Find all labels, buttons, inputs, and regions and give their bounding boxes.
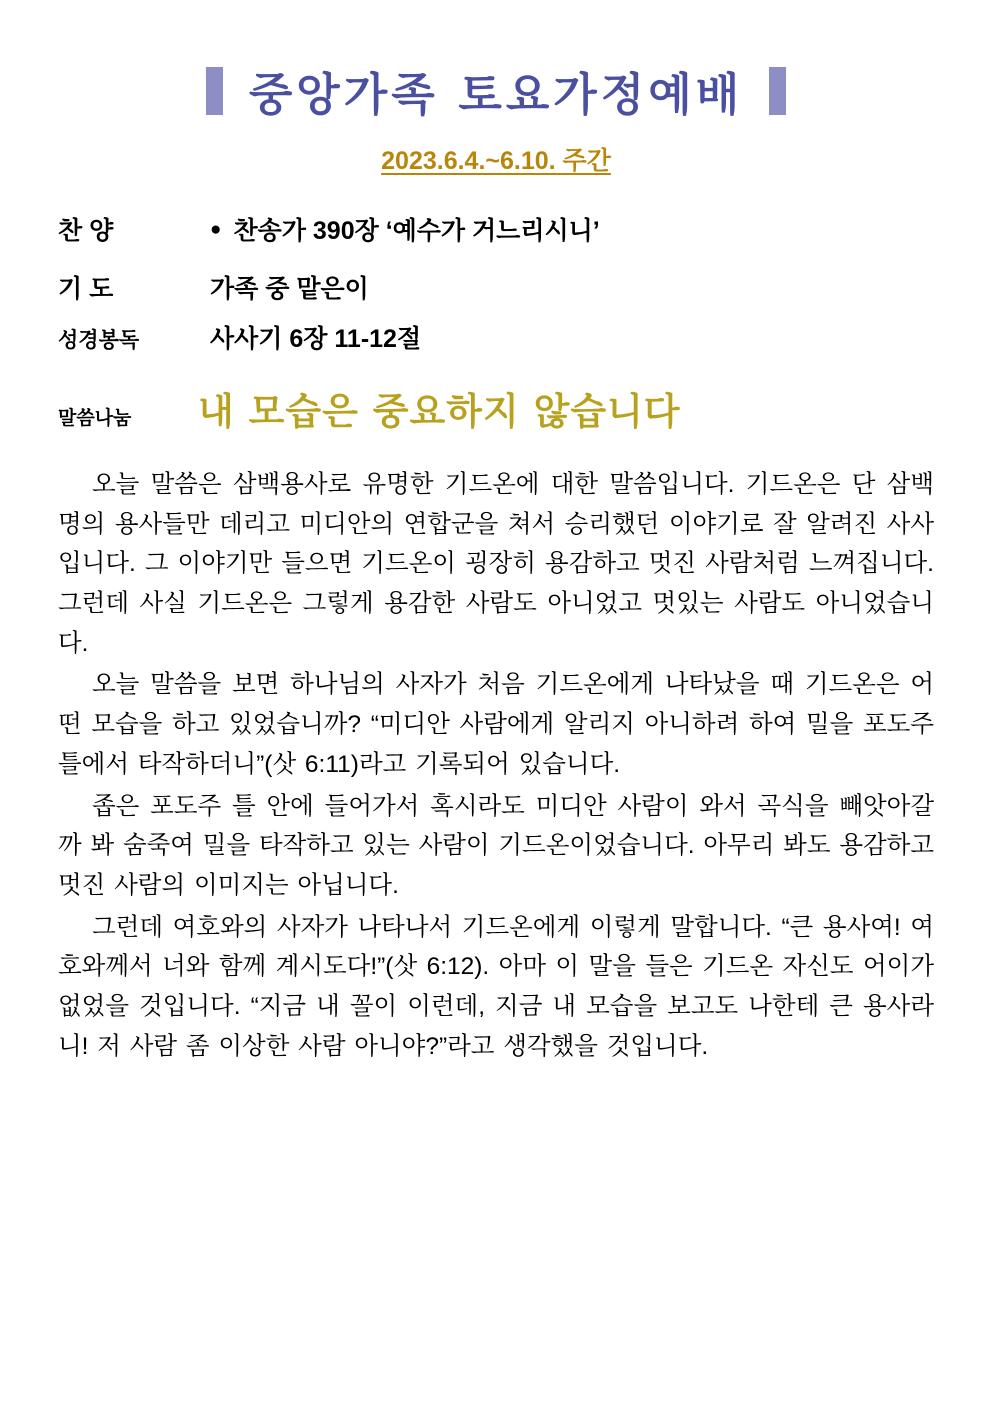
order-value-praise: 찬송가 390장 ‘예수가 거느리시니’: [233, 217, 600, 245]
sermon-label: 말씀나눔: [58, 408, 132, 429]
sermon-row: [58, 381, 934, 435]
order-label-scripture: 성경봉독: [58, 329, 140, 352]
order-value-prayer: 가족 중 맡은이: [210, 275, 369, 303]
body-paragraph: 오늘 말씀은 삼백용사로 유명한 기드온에 대한 말씀입니다. 기드온은 단 삼백 명의 용사들만 데리고 미디안의 연합군을 쳐서 승리했던 이야기로 잘 알려진 사사입니다. 그 이야기만 들으면 기드온이 굉장히 용감하고 멋진 사람처럼 느껴집니다. 그런데 사실 기드온은 그렇게 용감한 사람도 아니었고 멋있는 사람도 아니었습니다.: [58, 471, 934, 657]
title-bar-right-icon: [769, 67, 786, 115]
sermon-title: 내 모습은 중요하지 않습니다: [198, 389, 681, 433]
body-paragraph: 오늘 말씀을 보면 하나님의 사자가 처음 기드온에게 나타났을 때 기드온은 어떤 모습을 하고 있었습니까? “미디안 사람에게 알리지 아니하려 하여 밀을 포도주 틀에서 타작하더니”(삿 6:11)라고 기록되어 있습니다.: [58, 671, 934, 778]
body-paragraph: 좁은 포도주 틀 안에 들어가서 혹시라도 미디안 사람이 와서 곡식을 빼앗아갈까 봐 숨죽여 밀을 타작하고 있는 사람이 기드온이었습니다. 아무리 봐도 용감하고 멋진 사람의 이미지는 아닙니다.: [58, 792, 934, 899]
order-value-scripture: 사사기 6장 11-12절: [210, 325, 422, 353]
title-bar-left-icon: [206, 67, 223, 115]
date-range: 2023.6.4.~6.10. 주간: [381, 147, 611, 175]
body-paragraph: 그런데 여호와의 사자가 나타나서 기드온에게 이렇게 말합니다. “큰 용사여! 여호와께서 너와 함께 계시도다!”(삿 6:12). 아마 이 말을 들은 기드온 자신도 어이가 없었을 것입니다. “지금 내 꼴이 이런데, 지금 내 모습을 보고도 나한테 큰 용사라니! 저 사람 좀 이상한 사람 아니야?”라고 생각했을 것입니다.: [58, 913, 934, 1060]
order-label-praise: 찬 양: [58, 217, 114, 245]
document-title-row: [58, 58, 934, 123]
order-of-service: [58, 211, 934, 435]
order-row-prayer: [58, 269, 934, 305]
order-row-praise: [58, 211, 934, 247]
page-title: 중앙가족 토요가정예배: [248, 68, 744, 121]
sermon-body: [58, 465, 934, 1066]
order-row-scripture: [58, 319, 934, 355]
order-label-prayer: 기 도: [58, 275, 114, 303]
bullet-icon: ●: [210, 219, 222, 240]
